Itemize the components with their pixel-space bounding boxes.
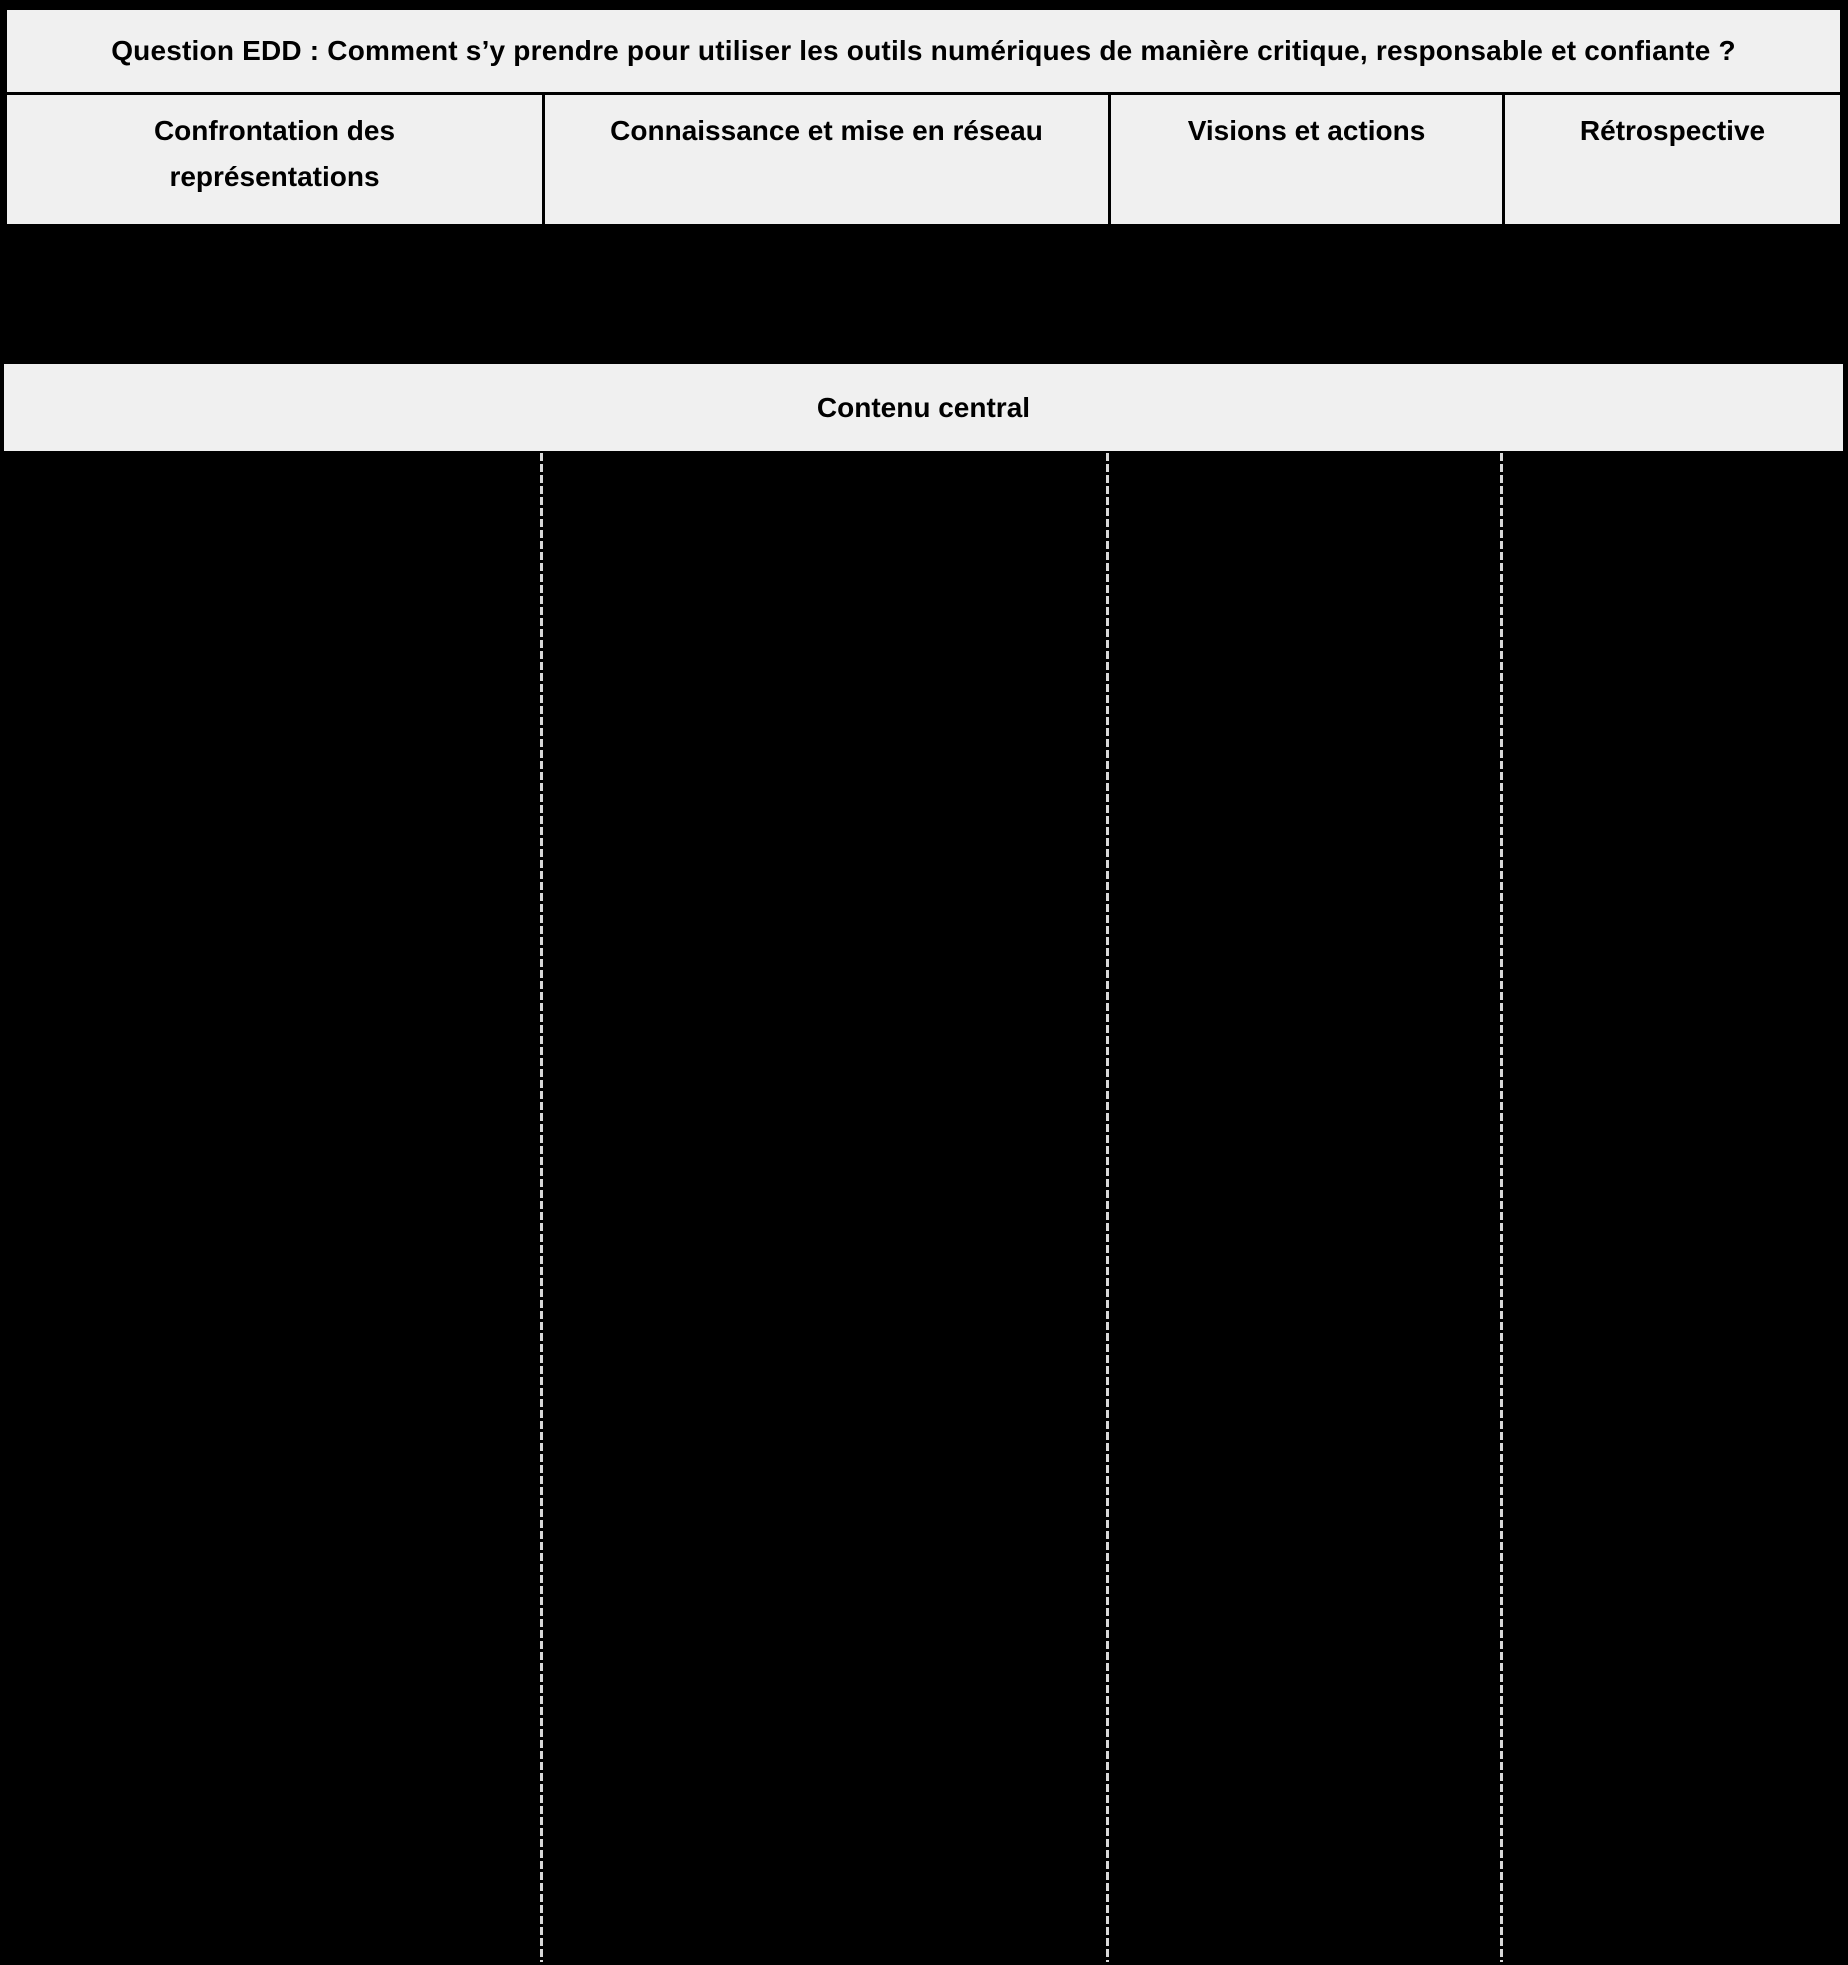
central-content-label: Contenu central [816,391,1031,423]
redacted-band [0,227,1848,364]
column-header-retrospective [1505,95,1840,224]
column-header-confrontation [7,95,545,224]
edd-sequence-table [4,7,1843,227]
column-header-label: Confrontation des représentations [153,115,396,192]
question-banner [7,10,1840,95]
column-header-row [7,95,1840,224]
column-separator-1 [540,453,543,1962]
column-header-label: Rétrospective [1579,115,1766,146]
column-header-label: Visions et actions [1187,115,1426,146]
redacted-content-area [0,451,1848,1965]
central-content-banner [4,364,1843,451]
column-header-visions [1111,95,1505,224]
column-header-connaissance [545,95,1111,224]
column-separator-2 [1106,453,1109,1962]
question-title: Question EDD : Comment s’y prendre pour utiliser les outils numériques de manière critique, responsable et confiante ? [111,35,1736,66]
column-separator-3 [1500,453,1503,1962]
column-header-label: Connaissance et mise en réseau [610,115,1043,146]
